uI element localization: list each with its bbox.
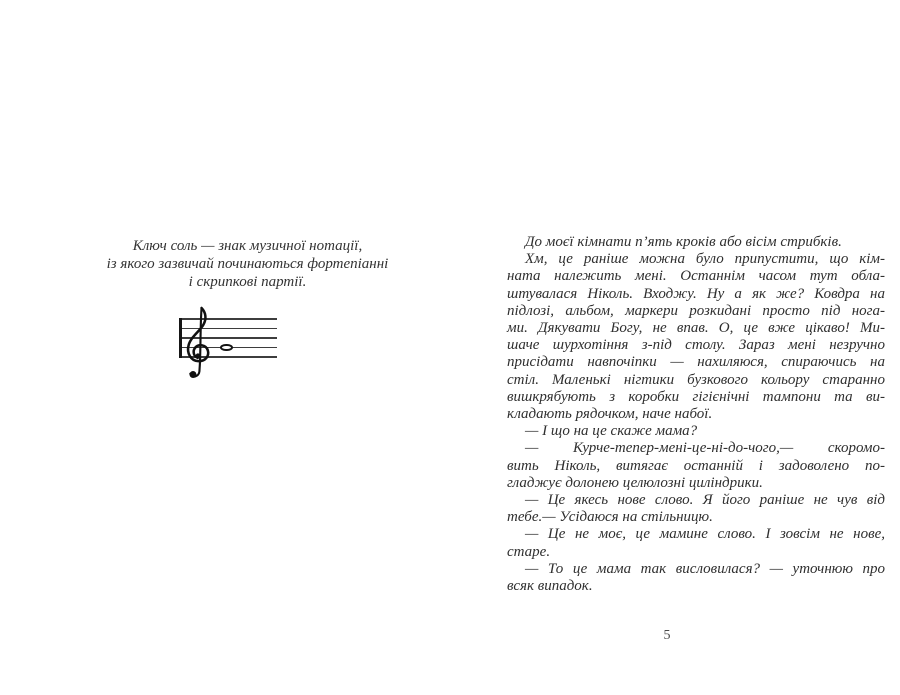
text-line: — І що на це скаже мама? <box>525 423 698 440</box>
text-line: — То це мама так висловилася? — уточнюю про <box>525 560 885 577</box>
text-line: присідати навпочіпки — нахиляюся, спираючись на <box>507 354 885 371</box>
text-line: кладають рядочком, наче набої. <box>507 406 713 423</box>
text-line: стіл. Маленькі нігтики бузкового кольору старанно <box>507 371 885 388</box>
text-line: всяк випадок. <box>507 578 593 595</box>
text-line: ми. Дякувати Богу, не впав. О, це вже цікаво! Ми- <box>507 320 885 337</box>
caption-line: із якого зазвичай починаються фортепіанні <box>106 256 389 272</box>
text-line: До моєї кімнати п’ять кроків або вісім стрибків. <box>525 234 842 250</box>
figure-caption <box>55 237 440 291</box>
text-line: вить Ніколь, витягає останній і задоволено по- <box>507 457 885 474</box>
text-line: — Це якесь нове слово. Я його раніше не чув від <box>525 492 885 509</box>
text-line: — Це не моє, це мамине слово. І зовсім не нове, <box>525 526 885 543</box>
page-number: 5 <box>663 628 671 643</box>
text-line: шаче шурхотіння з-під столу. Зараз мені незручно <box>507 337 885 354</box>
text-line: підлозі, альбом, маркери розкидані просто під нога- <box>507 302 885 319</box>
caption-line: Ключ соль — знак музичної нотації, <box>132 238 363 254</box>
whole-note-icon <box>220 344 233 352</box>
staff-barline <box>179 318 182 358</box>
caption-line: і скрипкові партії. <box>188 274 307 290</box>
text-line: тебе.— Усідаюся на стільницю. <box>507 509 713 526</box>
music-staff <box>179 318 277 358</box>
text-line: штувалася Ніколь. Входжу. Ну а як же? Ковдра на <box>507 285 885 302</box>
text-line: — Курче-тепер-мені-це-ні-до-чого,— скоромо- <box>525 440 885 457</box>
text-line: Хм, це раніше можна було припустити, що кім- <box>525 251 885 268</box>
text-line: гладжує долонею целюлозні циліндрики. <box>507 474 763 491</box>
text-line: старе. <box>507 543 551 560</box>
text-line: ната належить мені. Останнім часом тут обла- <box>507 268 885 285</box>
text-line: вишкрябують з коробки гігієнічні тампони та ви- <box>507 388 885 405</box>
body-text <box>507 234 885 595</box>
treble-clef-icon <box>185 306 212 382</box>
